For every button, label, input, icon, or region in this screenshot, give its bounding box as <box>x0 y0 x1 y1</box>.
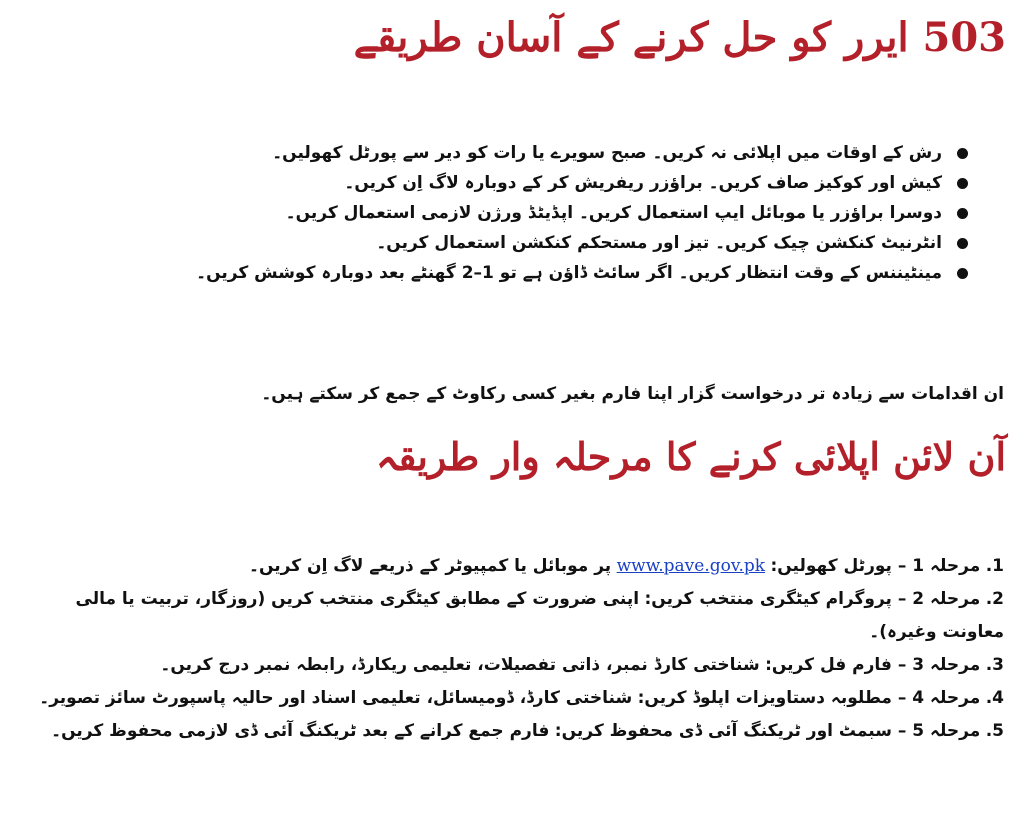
list-item <box>196 168 942 198</box>
step-number: 3. <box>985 655 1004 675</box>
tips-list <box>196 138 968 288</box>
step-title: مرحلہ 5 – سبمٹ اور ٹریکنگ آئی ڈی محفوظ کریں: <box>554 721 981 741</box>
portal-link[interactable]: www.pave.gov.pk <box>616 556 766 576</box>
step-number: 2. <box>985 589 1004 609</box>
step-number: 5. <box>985 721 1004 741</box>
tip-text: کیش اور کوکیز صاف کریں۔ براؤزر ریفریش کر کے دوبارہ لاگ اِن کریں۔ <box>344 173 942 193</box>
step-body: شناختی کارڈ، ڈومیسائل، تعلیمی اسناد اور حالیہ پاسپورٹ سائز تصویر۔ <box>39 688 633 708</box>
step-title: مرحلہ 4 – مطلوبہ دستاویزات اپلوڈ کریں: <box>637 688 981 708</box>
tip-text: انٹرنیٹ کنکشن چیک کریں۔ تیز اور مستحکم کنکشن استعمال کریں۔ <box>376 233 942 253</box>
summary-paragraph: ان اقدامات سے زیادہ تر درخواست گزار اپنا فارم بغیر کسی رکاوٹ کے جمع کر سکتے ہیں۔ <box>261 384 1004 404</box>
step-title: مرحلہ 2 – پروگرام کیٹگری منتخب کریں: <box>644 589 981 609</box>
bullet-icon <box>957 208 968 219</box>
step-item <box>14 649 1004 682</box>
step-item <box>14 715 1004 748</box>
step-item <box>14 583 1004 649</box>
step-title: مرحلہ 3 – فارم فل کریں: <box>765 655 981 675</box>
step-number: 4. <box>985 688 1004 708</box>
bullet-icon <box>957 238 968 249</box>
step-body: شناختی کارڈ نمبر، ذاتی تفصیلات، تعلیمی ریکارڈ، رابطہ نمبر درج کریں۔ <box>160 655 760 675</box>
step-title: مرحلہ 1 – پورٹل کھولیں: <box>770 556 981 576</box>
heading-online-apply-steps: آن لائن اپلائی کرنے کا مرحلہ وار طریقہ <box>375 434 1006 479</box>
steps-list <box>14 550 1004 748</box>
list-item <box>196 198 942 228</box>
step-body: فارم جمع کرانے کے بعد ٹریکنگ آئی ڈی لازمی محفوظ کریں۔ <box>51 721 550 741</box>
tip-text: مینٹیننس کے وقت انتظار کریں۔ اگر سائٹ ڈاؤن ہے تو 1–2 گھنٹے بعد دوبارہ کوشش کریں۔ <box>196 263 942 283</box>
bullet-icon <box>957 178 968 189</box>
heading-503-fixes: 503 ایرر کو حل کرنے کے آسان طریقے <box>353 14 1006 61</box>
list-item <box>196 228 942 258</box>
bullet-icon <box>957 268 968 279</box>
tip-text: دوسرا براؤزر یا موبائل ایپ استعمال کریں۔ اپڈیٹڈ ورژن لازمی استعمال کریں۔ <box>285 203 942 223</box>
bullet-icon <box>957 148 968 159</box>
list-item <box>196 138 942 168</box>
list-item <box>196 258 942 288</box>
step-item <box>14 682 1004 715</box>
step-body: اپنی ضرورت کے مطابق کیٹگری منتخب کریں (روزگار، تربیت یا مالی معاونت وغیرہ)۔ <box>75 589 1004 642</box>
step-item <box>14 550 1004 583</box>
step-number: 1. <box>985 556 1004 576</box>
tip-text: رش کے اوقات میں اپلائی نہ کریں۔ صبح سویرے یا رات کو دیر سے پورٹل کھولیں۔ <box>272 143 942 163</box>
step-body: پر موبائل یا کمپیوٹر کے ذریعے لاگ اِن کریں۔ <box>249 556 612 576</box>
